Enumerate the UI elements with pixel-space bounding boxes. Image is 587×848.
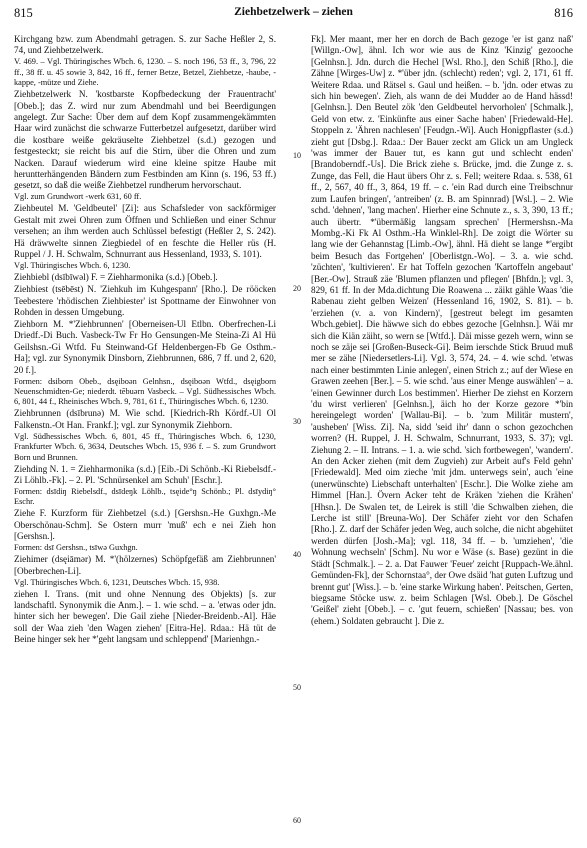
entry-ziehbeutel: Ziehbeutel M. 'Geldbeutel' [Zi]: aus Schafsleder von sackförmiger Gestalt mit zwei Ohren zum Öffnen und Schließen und einer Schnur versehen; an ihm werden auch Schlüssel befestigt (Heßler 2, S. 242). Hä dräwwelte sinnen Ziegbiedel of en feschte die Heller rüs (H. Ruppel / J. H. Schwalm, Schnurrant aus Hessenland, 1933, S. 101).: [14, 203, 276, 260]
line-number: 60: [293, 816, 301, 825]
right-column: [311, 34, 573, 844]
entry-ziehding: Ziehding N. 1. = Ziehharmonika (s.d.) [Eib.-Di Schönb.-Ki Riebelsdf.-Zi Löhlb.-Fk]. – 2. Pl. 'Schnürsenkel am Schuh' [Eschr.].: [14, 463, 276, 485]
page-header: [14, 6, 573, 24]
entry-ziehen-continued: Fk]. Mer maant, mer her en dorch de Bach gezoge 'er ist ganz naß' [Willgn.-Ow], ähnl. Ich wor wie aus de Kinz 'Kinzig' gezooche [Gelnhsn.]. Jdn. durch die Hechel [Wsl. Rho.], den Schiß [Rho.], die Zähne [Wirges-Uw] z. *'über jdn. (schlecht) reden'; vgl. 2, 171, 61 ff. Weitere Rdaa. und Rätsel s. Gaul und heißen. – b. 'jdn. oder etwas zu sich hin bewegen'. Zieh, als wann de dei Mudder ao de Hand hässd! [Gelnhsn.]. Den Beutel zök 'den Geldbeutel hervorholen' [Schmalk.], Geld von etw. z. 'Einkünfte aus einer Sache haben' [Friedewald-He]. Stoppeln z. 'Ähren nachlesen' [Feudgn.-Wi]. Auch Honigpflaster (s.d.) zieht gut [Dsbg.]. Rdaa.: Der Bauer zeckt am Glick un am Ungleck 'was immer der Bauer tut, es kann gut und schlecht enden' [Brandoberndf.-Us]. Die Brick ziehe s. Brücke, jmd. die Zunge z. s. Zunge, das Fell, die Haut übers Ohr z. s. Fell; weitere Rdaa. s. 538, 61 ff., 2, 567, 40 ff., 3, 864, 19 ff. – c. 'ein Rad durch eine Treibschnur zum Laufen bringen', 'antreiben' (z. B. am Spinnrad) [Wsl.]. – 2. Wie schd. 'dehnen', 'lang machen'. Hierher eine Schnute z., s. 3, 390, 13 ff.; auch übertr. *'übermäßig langsam sprechen' [Hermershsn.-Ma Mombg.-Ki Fk Al Osthm.-Ha Winklel-Rh]. De zoigt die Wörter su lang wie der Gehannstag [Limb.-Ow], ähnl. Hä dieht se lange *'ergibt beim Besuch das Fortgehen' [Oberlistgn.-Wo]. – 3. a. wie schd. 'züchten', 'kultivieren'. Er hat Toffeln gezochen 'Kartoffeln angebaut' [Ber.-Ow]. Strauß zäe 'Blumen pflanzen und pflegen' [Bhfdn.]; vgl. 3, 829, 61 ff. In der Mda.dichtung Die Roawena ... zäikt gähle Waas 'die Rabenau zieht gelben Weizen' (Hessenland 16, 1902, S. 81). – b. 'erziehen (v. a. von Kindern)', [gestreut belegt im gesamten Wbch.gebiet]. Die häwwe sich do ebbes gezoche [Gelnhsn.]. Wäi mr sich die Kiän zäiht, so wern se [Wtfd.]. Däi misse gezeh wern, winn se noch se zäje sei [Großen-Buseck-Gi]. Beim ierschde Stick Bruud muß mer se zähe [Niedersetlers-Li]. Vgl. 3, 574, 24. – 4. wie schd. 'etwas nach einer bestimmten Linie anlegen', einen Strich z.; auf der Wiese en Grawen zeehen [Ber.]. – 5. wie schd. 'aus einer Menge auswählen' – a. 'einen Gewinner durch Los bestimmen'. Hierher De ziehst en Korzern 'du wirst verlieren' [Gelnhsn.], äich ho der Korze gezore *'bin hereingelegt worden' [Wallau-Bi]. – b. 'zum Militär mustern', 'ausheben' [Wiss. Zi]. Na, sidd 'seid ihr' dann o schon gezochchen worren? (H. Ruppel, J. H. Schwalm, Schnurrant, 1933, S. 37); vgl. Ziehung 2. – II. Intrans. – 1. a. wie schd. 'sich fortbewegen', 'wandern'. An den Acker ziehen (mit dem Zugvieh) zur Arbeit auf's Feld gehn' [Friedewald]. Med oim zieche 'mit jdm. unterwegs sein', auch 'eine (unerwünschte) Liebschaft unterhalten' [Eschr.]. Die Wolke ziehe am Himmel [Han.]. Övern Acker teht de Kräken 'ziehen die Krähen' [Hhsn.]. De Swalen tet, de Leirek is still 'die Schwalben ziehen, die Lerche ist still' [Breuna-Wo]. Der Schäfer zieht vor den Schafen [Rho.]. Z. darf der Schäfer jeden Weg, auch solche, die nicht abgehütet werden dürfen [Josh.-Ma]; vgl. 118, 34 ff. – b. 'umziehen', 'die Wohnung wechseln' [Schm]. Nu wor e Wäse (s. Base) gezünt in die Städt [Schmalk.]. – 2. a. Dat Fauwer 'Feuer' zeicht [Ruppach-We.ähnl. Gemünden-Fk], der Schornstaa°, der Owe dsäid 'hat guten Luftzug und brennt gut' [Wiss.]. – b. 'eine starke Wirkung haben'. Peitschen, Gerten, biegsame Stöcke usw. z. beim Schlagen [Wsl. Obeb.]. De Göschel 'Geißel' zieht [Obeb.]. – c. 'gut feuern, schießen' [Nassau; bes. von (ehem.) Soldaten gebraucht ]. Die z.: [311, 34, 573, 626]
forms-paragraph: Formen: dsī Gershsn., tsīwə Guxhgn.: [14, 543, 138, 553]
running-title: Ziehbetzelwerk – ziehen: [234, 6, 353, 18]
entry-ziehimer: Ziehimer (dsęiāmər) M. *'(hölzernes) Schöpfgefäß am Ziehbrunnen' [Oberbrechen-Li].: [14, 554, 276, 576]
left-column: [14, 34, 276, 844]
entry-ziehen: ziehen I. Trans. (mit und ohne Nennung des Objekts) [s. zur landschaftl. Synonymik die Anm.]. – 1. wie schd. – a. 'etwas oder jdn. hinter sich her bewegen'. Die Gail ziehe [Nieder-Breidenb.-Al]. Häe soll der Waa zieh 'den Wagen ziehen' [Eitra-He]. Rdaa.: Hä tüt de Beine hinger sek her *'geht langsam und schleppend' [Marienhgn.-: [14, 588, 276, 645]
entry-ziehbetzelwerk: Ziehbetzelwerk N. 'kostbarste Kopfbedeckung der Frauentracht' [Obeb.]; das Z. wird nur zum Abendmahl und bei Beerdigungen angelegt. Zur Sache: Über dem auf dem Kopf zusammengekämmten Haar wird zunächst die schwarze Futterbetzel aufgesetzt, darüber wird die kostbare weiße gekräuselte Ziehbetzel (s.d.) gezogen und festgesteckt; sie reicht bis auf die Stirn, über die Ohren und zum Nacken. Darauf wiederum wird eine kleine spitze Haube mit heruntterhängenden Bändern zum Festbinden am Kinn (s. 196, 53 ff.) gesetzt, so daß die weiße Ziehbetzel rundherum hervorschaut.: [14, 89, 276, 191]
page-number-right: 816: [554, 6, 573, 20]
reference-paragraph: Vgl. Thüringisches Wbch. 6, 1230.: [14, 261, 131, 271]
page-number-left: 815: [14, 6, 33, 20]
entry-ziehbrunnen: Ziehbrunnen (dsībrunə) M. Wie schd. [Kiedrich-Rh Kördf.-Ul Ol Falkenstn.-Ot Han. Frankf.]; vgl. zur Synonymik Ziehborn.: [14, 408, 276, 430]
reference-paragraph: V. 469. – Vgl. Thüringisches Wbch. 6, 1230. – S. noch 196, 53 ff., 3, 796, 22 ff., 38 ff. u. 45 sowie 3, 842, 16 ff., ferner Betze, Betzel, Ziehbetze, -haube, -kappe, -mütze und Ziehe.: [14, 57, 276, 88]
line-number-gutter: [287, 34, 307, 844]
reference-paragraph: Vgl. Thüringisches Wbch. 6, 1231, Deutsches Wbch. 15, 938.: [14, 577, 220, 587]
reference-paragraph: Vgl. zum Grundwort -werk 631, 60 ff.: [14, 192, 142, 202]
line-number: 10: [293, 151, 301, 160]
line-number: 40: [293, 550, 301, 559]
entry-ziehborn: Ziehborn M. *'Ziehbrunnen' [Oberneisen-Ul Etlbn. Oberfrechen-Li Driedf.-Di Buch. Vasbeck-Tw Fr Ho Gensungen-Me Steina-Zi Al Hü Geilshsn.-Gi Wtfd. Fu Steinwand-Gf Heldenbergen-Fb Ge Osthm.-Ha]; vgl. zur Synonymik Dinsborn, Ziehbrunnen, 686, 7 ff. und 2, 620, 20 f.].: [14, 318, 276, 375]
forms-paragraph: Formen: dsiborn Obeb., dsęiboən Gelnhsn., dsęiboən Wtfd., dsęigborn Neuenschmidten-Ge; niederdt. tēbuərn Vasbeck. – Vgl. Südhessisches Wbch. 6, 801, 44 f., Rheinisches Wbch. 9, 781, 61 f., Thüringisches Wbch. 6, 1230.: [14, 376, 276, 407]
line-number: 50: [293, 683, 301, 692]
entry-ziehe: Ziehe F. Kurzform für Ziehbetzel (s.d.) [Gershsn.-He Guxhgn.-Me Oberschönau-Schm]. Se Ostern murr 'muß' ech e nei Zieh hon [Gershsn.].: [14, 508, 276, 542]
line-number: 20: [293, 284, 301, 293]
line-number: 30: [293, 417, 301, 426]
forms-paragraph: Formen: dsīdiŋ Riebelsdf., dsīdeŋk Löhlb., tsęide°ŋ Schönb.; Pl. dsīydiŋ° Eschr.: [14, 486, 276, 507]
entry-paragraph: Kirchgang bzw. zum Abendmahl getragen. S. zur Sache Heßler 2, S. 74, und Ziehbetzelwerk.: [14, 34, 276, 56]
reference-paragraph: Vgl. Südhessisches Wbch. 6, 801, 45 ff., Thüringisches Wbch. 6, 1230, Frankfurter Wbch. 6, 3634, Deutsches Wbch. 15, 936 f. – S. zum Grundwort Born und Brunnen.: [14, 431, 276, 462]
entry-ziehbiest: Ziehbiest (tsēbēst) N. 'Ziehkuh im Kuhgespann' [Rho.]. De rööcken Teebestere 'rhödischen Ziehbiester' ist Spottname der Einwohner von Rohden in dessen Umgebung.: [14, 284, 276, 317]
entry-ziehbiebl: Ziehbiebl (dsībīwəl) F. = Ziehharmonika (s.d.) [Obeb.].: [14, 272, 218, 283]
